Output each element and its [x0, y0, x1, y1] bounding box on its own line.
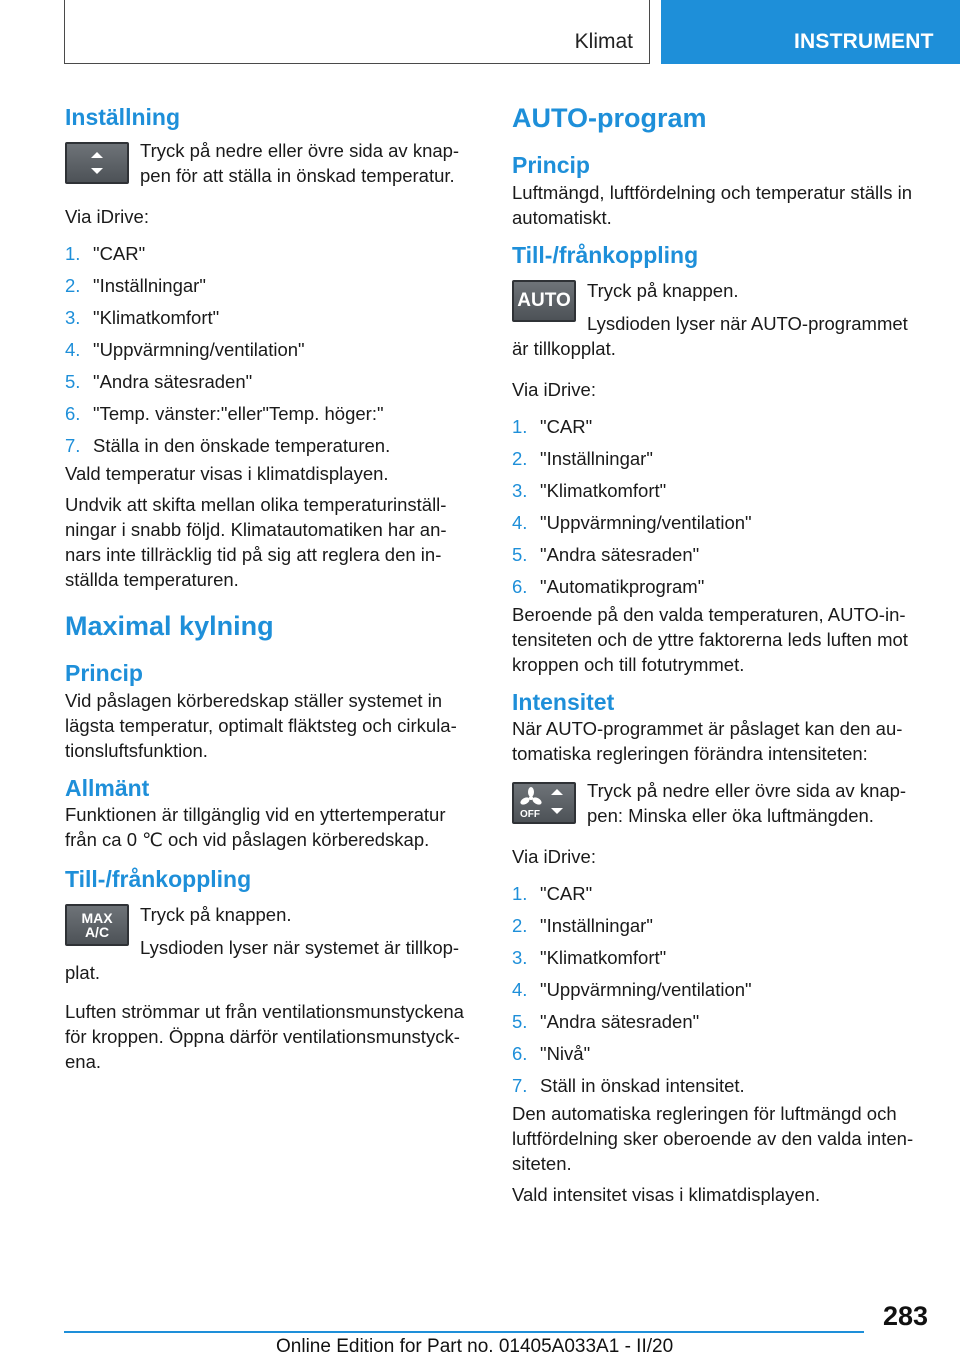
- installning-text: Tryck på nedre eller övre sida av knap-pen för att ställa in önskad temperatur.: [140, 139, 460, 186]
- footer-edition: Online Edition for Part no. 01405A033A1 - II/20: [276, 1336, 674, 1357]
- heading-till-frankoppling: Till-/frånkoppling: [65, 866, 252, 893]
- temperature-rocker-icon: [65, 142, 129, 184]
- auto-princip-text: Luftmängd, luftfördelning och temperatur ställs in automatiskt.: [512, 181, 913, 228]
- display-text: Vald temperatur visas i klimatdisplayen.: [65, 462, 389, 484]
- maxac-tryck-text: Tryck på knappen.: [140, 903, 292, 925]
- fan-tryck-text: Tryck på nedre eller övre sida av knap-pen: Minska eller öka luftmängden.: [587, 780, 907, 827]
- list-item: 1. "CAR": [512, 883, 593, 905]
- footer-divider: [64, 1331, 864, 1333]
- list-item: 4. "Uppvärmning/ventilation": [512, 511, 752, 533]
- list-item: 2. "Inställningar": [512, 915, 653, 937]
- list-item: 3. "Klimatkomfort": [512, 479, 667, 501]
- max-ac-button-icon: MAX A/C: [65, 904, 129, 946]
- heading-maximal-kylning: Maximal kylning: [65, 610, 274, 641]
- list-item: 5. "Andra sätesraden": [65, 370, 253, 392]
- list-item: 7. Ställa in den önskade temperaturen.: [65, 434, 391, 456]
- list-item: 4. "Uppvärmning/ventilation": [512, 979, 752, 1001]
- list-item: 5. "Andra sätesraden": [512, 1011, 700, 1033]
- list-item: 6. "Automatikprogram": [512, 575, 705, 597]
- fan-off-label: OFF: [520, 809, 540, 821]
- section-tab: INSTRUMENT: [661, 0, 960, 64]
- page-number: 283: [883, 1301, 929, 1331]
- fan-rocker-icon: [512, 782, 576, 824]
- heading-intensitet: Intensitet: [512, 688, 615, 715]
- auto-lysdiod-text: Lysdioden lyser när AUTO-programmet är tillkopplat.: [512, 312, 908, 359]
- heading-auto-program: AUTO-program: [512, 103, 707, 133]
- allmant-text: Funktionen är tillgänglig vid en yttertemperatur från ca 0 ℃ och vid påslagen körberedskap.: [65, 804, 446, 851]
- vald-intensitet-text: Vald intensitet visas i klimatdisplayen.: [512, 1184, 821, 1206]
- undvik-text: Undvik att skifta mellan olika temperaturinställ-ningar i snabb följd. Klimatautomatiken har an-nars inte tillräcklig tid på sig att reglera den in-ställda temperaturen.: [65, 493, 447, 590]
- heading-allmant: Allmänt: [65, 774, 150, 801]
- intensitet-text: När AUTO-programmet är påslaget kan den au-tomatiska regleringen förändra intensiteten:: [512, 718, 903, 765]
- list-item: 6. "Temp. vänster:"eller"Temp. höger:": [65, 402, 384, 424]
- via-idrive-label: Via iDrive:: [512, 378, 596, 400]
- heading-installning: Inställning: [65, 104, 180, 130]
- left-column: [65, 100, 477, 1074]
- list-item: 3. "Klimatkomfort": [65, 306, 220, 328]
- right-column: [512, 100, 926, 1207]
- beroende-text: Beroende på den valda temperaturen, AUTO-in-tensiteten och de yttre faktorerna leds luften mot kroppen och till fotutrymmet.: [512, 603, 908, 675]
- list-item: 3. "Klimatkomfort": [512, 947, 667, 969]
- fan-button-row: [512, 778, 926, 828]
- princip-text: Vid påslagen körberedskap ställer systemet in lägsta temperatur, optimalt fläktsteg och cirkula-tionsluftsfunktion.: [65, 689, 457, 761]
- heading-till-frankoppling-auto: Till-/frånkoppling: [512, 241, 699, 268]
- maxac-button-row: [65, 902, 477, 985]
- via-idrive-label: Via iDrive:: [65, 205, 149, 227]
- heading-princip: Princip: [65, 659, 143, 686]
- idrive-steps-list: [512, 414, 926, 599]
- header-frame: [64, 0, 650, 64]
- list-item: 4. "Uppvärmning/ventilation": [65, 338, 305, 360]
- list-item: 1. "CAR": [512, 415, 593, 437]
- auto-button-icon: AUTO: [512, 280, 576, 322]
- luften-text: Luften strömmar ut från ventilationsmunstyckena för kroppen. Öppna därför ventilationsmunstyck-ena.: [65, 1000, 464, 1072]
- den-automatiska-text: Den automatiska regleringen för luftmängd och luftfördelning sker oberoende av den valda inten-siteten.: [512, 1103, 914, 1175]
- list-item: 2. "Inställningar": [65, 274, 206, 296]
- via-idrive-label-2: Via iDrive:: [512, 846, 596, 868]
- list-item: 2. "Inställningar": [512, 447, 653, 469]
- idrive-steps-list: [65, 241, 477, 458]
- heading-princip-auto: Princip: [512, 152, 590, 179]
- list-item: 7. Ställ in önskad intensitet.: [512, 1075, 745, 1097]
- maxac-lysdiod-text: Lysdioden lyser när systemet är tillkop-plat.: [65, 936, 460, 983]
- list-item: 5. "Andra sätesraden": [512, 543, 700, 565]
- auto-button-row: [512, 278, 926, 361]
- list-item: 1. "CAR": [65, 242, 146, 264]
- temp-button-row: [65, 138, 477, 188]
- chapter-title: Klimat: [574, 30, 633, 53]
- idrive-steps-list-2: [512, 881, 926, 1098]
- list-item: 6. "Nivå": [512, 1043, 591, 1065]
- auto-tryck-text: Tryck på knappen.: [587, 279, 739, 301]
